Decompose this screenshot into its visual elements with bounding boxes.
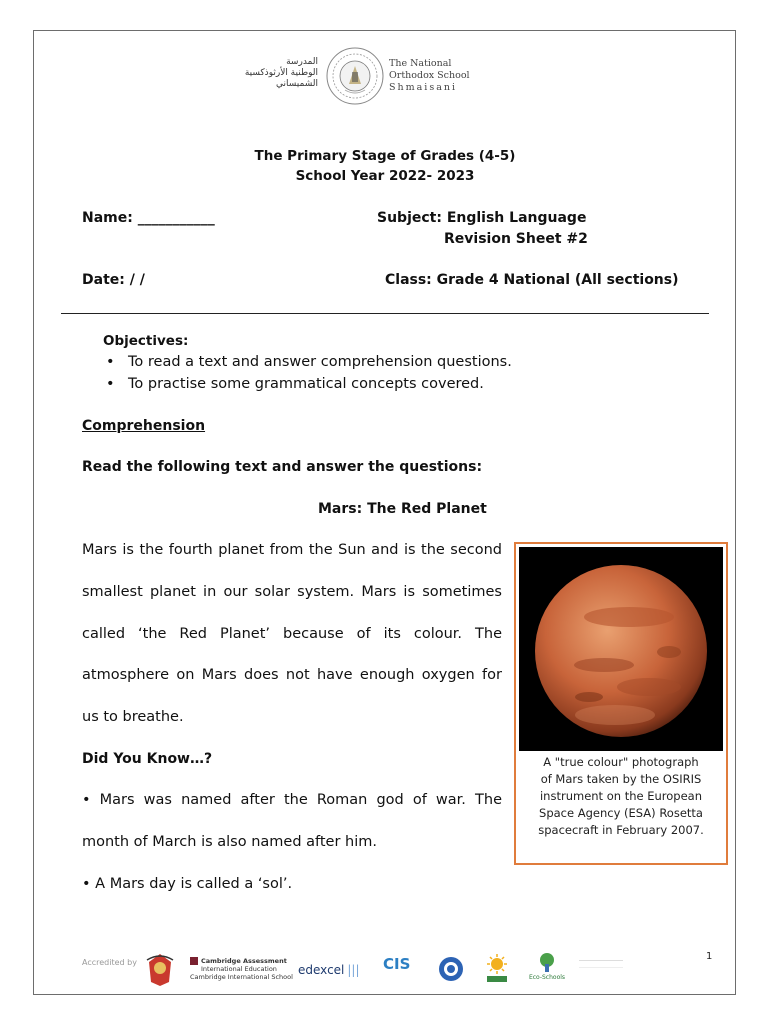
sun-logo-icon	[482, 952, 512, 986]
school-year: School Year 2022- 2023	[295, 168, 475, 184]
cambridge-shield-icon	[190, 957, 198, 965]
passage-line: smallest planet in our solar system. Mars is sometimes	[82, 584, 502, 600]
stage-title: The Primary Stage of Grades (4-5)	[254, 148, 516, 164]
objective-item: • To practise some grammatical concepts covered.	[106, 376, 484, 392]
school-name-arabic: المدرسة الوطنية الأرثوذكسية الشميساني	[244, 57, 318, 89]
date-field-label: Date: / /	[82, 272, 145, 288]
passage-line: atmosphere on Mars does not have enough oxygen for	[82, 667, 502, 683]
edexcel-bars-icon: |||	[347, 963, 360, 977]
did-you-know-heading: Did You Know…?	[82, 751, 213, 767]
subject-label: Subject: English Language	[377, 210, 587, 226]
passage-line: Mars is the fourth planet from the Sun and is the second	[82, 542, 502, 558]
passage-line: us to breathe.	[82, 709, 184, 725]
cambridge-logo: Cambridge Assessment International Education Cambridge International School	[190, 957, 293, 981]
edexcel-logo: edexcel |||	[298, 963, 360, 977]
photo-caption: A "true colour" photograph of Mars taken by the OSIRIS instrument on the European Space Agency (ESA) Rosetta spacecraft in February 2007.	[538, 755, 704, 837]
ib-logo-icon	[437, 955, 465, 983]
fact-line: • Mars was named after the Roman god of war. The	[82, 792, 502, 808]
mars-planet-icon	[519, 547, 723, 751]
page-number: 1	[706, 951, 713, 962]
instruction-text: Read the following text and answer the questions:	[82, 459, 483, 475]
class-label: Class: Grade 4 National (All sections)	[385, 272, 679, 288]
objective-item: • To read a text and answer comprehension questions.	[106, 354, 512, 370]
jordan-crest-icon	[145, 952, 175, 988]
faded-partner-logo	[579, 960, 623, 968]
fact-line: • A Mars day is called a ‘sol’.	[82, 876, 293, 892]
comprehension-heading: Comprehension	[82, 418, 206, 434]
passage-title: Mars: The Red Planet	[318, 501, 487, 517]
bullet-icon: •	[106, 376, 115, 392]
header-divider	[61, 313, 709, 314]
bullet-icon: •	[106, 354, 115, 370]
school-crest-icon	[325, 46, 385, 106]
school-name-english: The National Orthodox School Shmaisani	[389, 58, 470, 93]
eco-tree-icon	[536, 952, 558, 972]
accredited-by-label: Accredited by	[82, 958, 137, 967]
fact-line: month of March is also named after him.	[82, 834, 378, 850]
cis-logo: CIS	[383, 955, 411, 973]
mars-photo	[519, 547, 723, 751]
name-field-label: Name: ___________	[82, 210, 215, 226]
passage-line: called ‘the Red Planet’ because of its colour. The	[82, 626, 502, 642]
objectives-title: Objectives:	[103, 333, 189, 349]
eco-schools-logo: Eco-Schools	[527, 952, 567, 981]
sheet-label: Revision Sheet #2	[444, 231, 588, 247]
mars-photo-frame	[514, 542, 728, 865]
